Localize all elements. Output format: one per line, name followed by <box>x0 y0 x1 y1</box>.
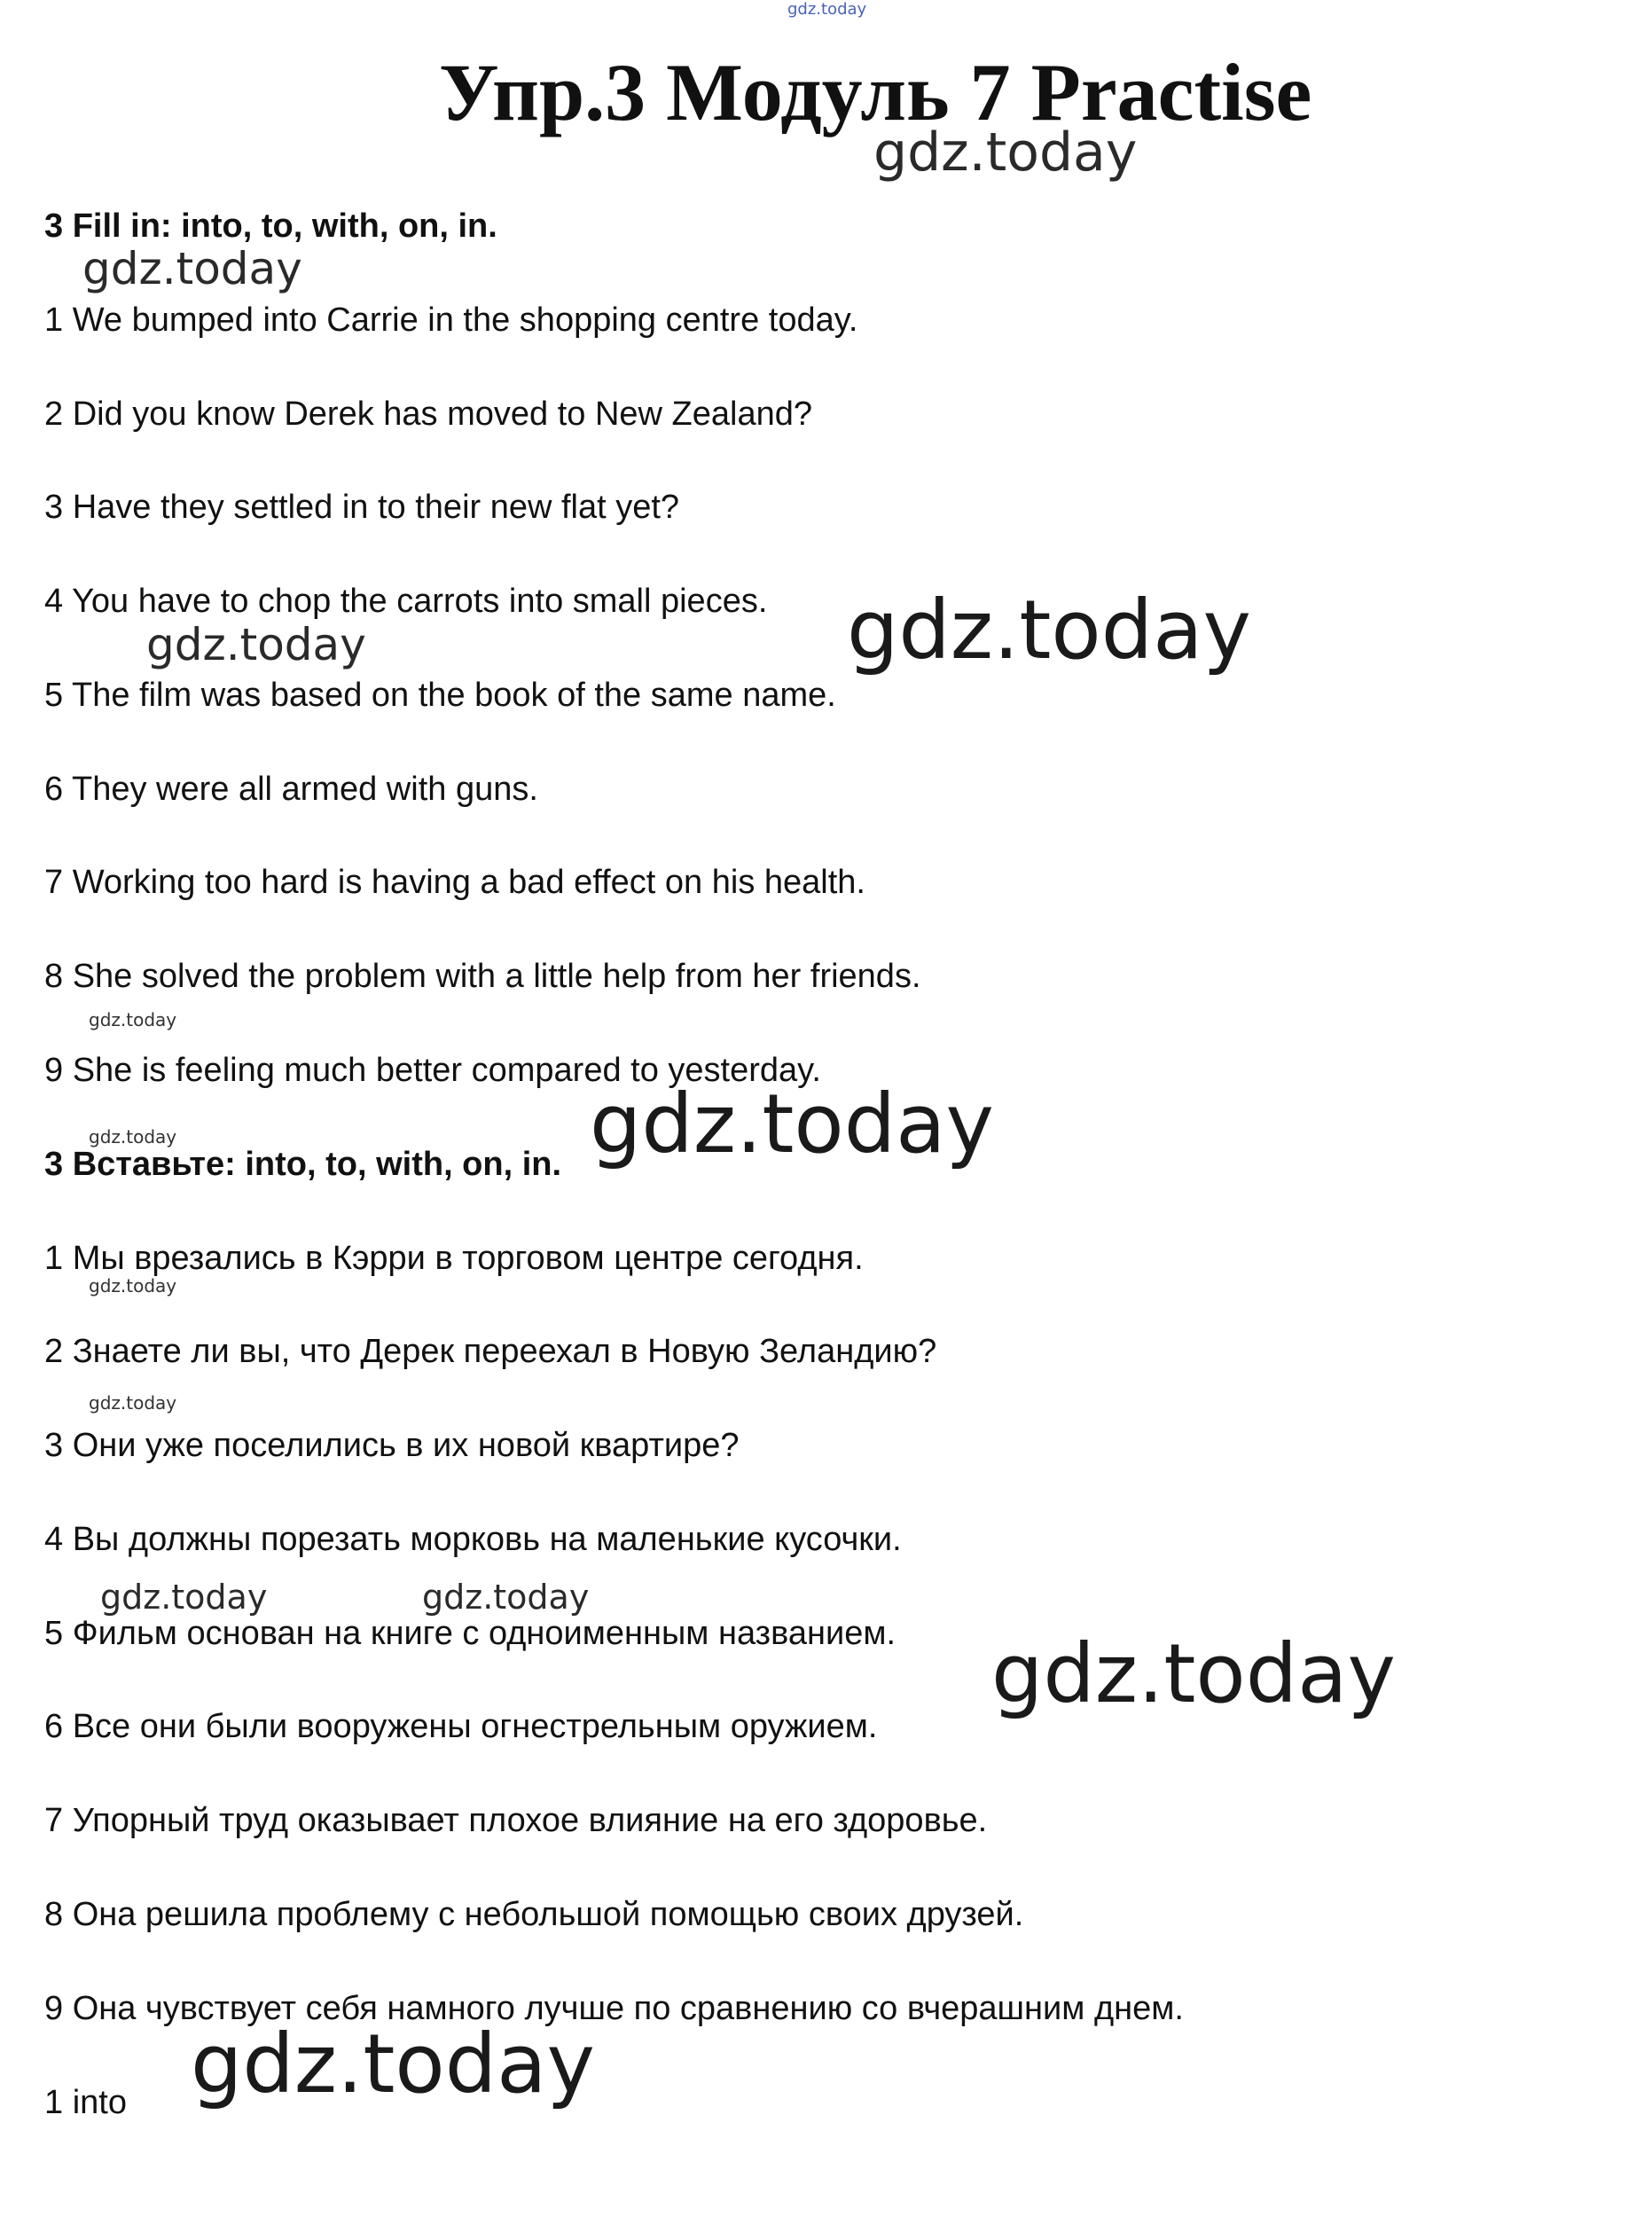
english-item: 2 Did you know Derek has moved to New Zealand? <box>44 396 813 433</box>
russian-heading: 3 Вставьте: into, to, with, on, in. <box>44 1146 562 1183</box>
watermark: gdz.today <box>82 243 302 294</box>
english-item: 9 She is feeling much better compared to yesterday. <box>44 1052 821 1089</box>
russian-item: 2 Знаете ли вы, что Дерек переехал в Новую Зеландию? <box>44 1333 937 1370</box>
russian-item: 6 Все они были вооружены огнестрельным оружием. <box>44 1708 878 1745</box>
english-item: 8 She solved the problem with a little help from her friends. <box>44 958 921 995</box>
russian-item: 7 Упорный труд оказывает плохое влияние на его здоровье. <box>44 1802 988 1839</box>
russian-item: 8 Она решила проблему с небольшой помощью своих друзей. <box>44 1896 1024 1933</box>
watermark: gdz.today <box>100 1578 268 1617</box>
answer-line: 1 into <box>44 2084 127 2121</box>
watermark: gdz.today <box>89 1009 177 1030</box>
english-item: 5 The film was based on the book of the same name. <box>44 677 836 714</box>
english-item: 4 You have to chop the carrots into small pieces. <box>44 583 768 620</box>
watermark: gdz.today <box>146 619 366 670</box>
english-item: 1 We bumped into Carrie in the shopping centre today. <box>44 302 858 339</box>
watermark: gdz.today <box>590 1077 994 1171</box>
watermark: gdz.today <box>191 2017 595 2111</box>
russian-item: 1 Мы врезались в Кэрри в торговом центре сегодня. <box>44 1240 864 1277</box>
watermark: gdz.today <box>873 121 1138 184</box>
watermark: gdz.today <box>422 1578 590 1617</box>
english-heading: 3 Fill in: into, to, with, on, in. <box>44 208 497 245</box>
watermark: gdz.today <box>991 1626 1396 1721</box>
english-item: 7 Working too hard is having a bad effect on his health. <box>44 864 865 901</box>
watermark: gdz.today <box>89 1275 177 1296</box>
english-item: 6 They were all armed with guns. <box>44 771 538 808</box>
russian-item: 3 Они уже поселились в их новой квартире? <box>44 1427 740 1464</box>
page-title: Упр.3 Модуль 7 Practise <box>439 47 1312 137</box>
russian-item: 9 Она чувствует себя намного лучше по сравнению со вчерашним днем. <box>44 1990 1184 2027</box>
watermark: gdz.today <box>89 1126 177 1147</box>
english-item: 3 Have they settled in to their new flat yet? <box>44 489 680 526</box>
watermark: gdz.today <box>787 0 867 19</box>
russian-item: 5 Фильм основан на книге с одноименным названием. <box>44 1615 896 1652</box>
watermark: gdz.today <box>847 583 1251 677</box>
russian-item: 4 Вы должны порезать морковь на маленькие кусочки. <box>44 1521 902 1558</box>
watermark: gdz.today <box>89 1392 177 1414</box>
